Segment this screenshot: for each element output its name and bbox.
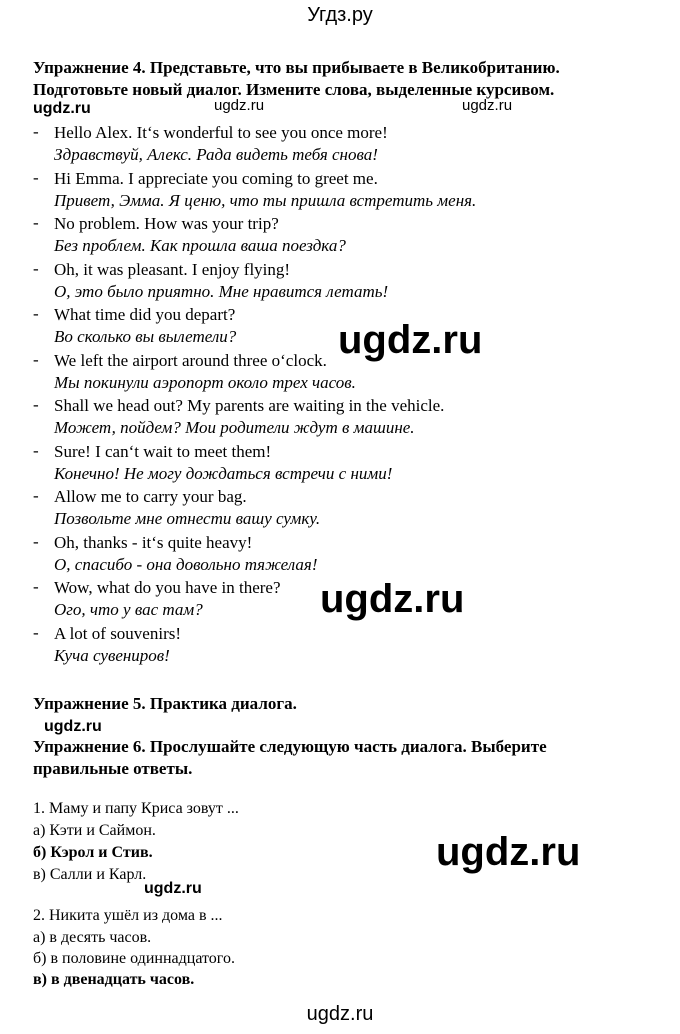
dash-marker: - [33,440,39,460]
dash-marker: - [33,304,39,323]
watermark: ugdz.ru [44,718,102,735]
dialog-russian-line: Может, пойдем? Мои родители ждут в машине. [54,418,415,437]
question-2: 2. Никита ушёл из дома в ... [33,907,223,924]
watermark: ugdz.ru [338,318,483,362]
dash-marker: - [33,122,39,141]
dialog-english-line: Oh, thanks - it‘s quite heavy! [54,532,253,552]
dialog-item [33,258,653,304]
dash-marker: - [33,486,39,505]
question-2-option-c-correct: в) в двенадцать часов. [33,971,195,988]
question-2-option-b: б) в половине одиннадцатого. [33,950,235,967]
dialog-english-line: No problem. How was your trip? [54,214,279,233]
dialog-russian-line: Куча сувениров! [54,645,170,665]
watermark: ugdz.ru [462,97,513,114]
question-1: 1. Маму и папу Криса зовут ... [33,800,239,817]
watermark-bottom: ugdz.ru [306,1003,374,1025]
watermark: ugdz.ru [320,577,465,621]
dialog-english-line: We left the airport around three o‘clock. [54,350,327,370]
dash-marker: - [33,167,39,187]
question-2-option-a: а) в десять часов. [33,929,152,946]
dialog-russian-line: Без проблем. Как прошла ваша поездка? [54,236,346,255]
question-1-option-c: в) Салли и Карл. [33,866,147,883]
dialog-english-line: Oh, it was pleasant. I enjoy flying! [54,259,291,279]
dialog-item [33,167,653,213]
dialog-english-line: Hi Emma. I appreciate you coming to greet me. [54,168,378,188]
dash-marker: - [33,622,39,642]
dialog-russian-line: О, спасибо - она довольно тяжелая! [54,554,318,574]
dialog-english-line: Wow, what do you have in there? [54,578,281,597]
dash-marker: - [33,531,39,551]
watermark: ugdz.ru [33,100,91,117]
exercise-4-heading-line-1: Упражнение 4. Представьте, что вы прибываете в Великобританию. [33,58,560,77]
dialog-item [33,121,653,167]
dialog-item [33,622,653,668]
dialog-english-line: A lot of souvenirs! [54,623,182,643]
dialog-english-line: Hello Alex. It‘s wonderful to see you once more! [54,123,388,142]
dialog-russian-line: Конечно! Не могу дождаться встречи с ними! [54,463,393,483]
watermark: ugdz.ru [214,97,265,114]
question-1-option-a: а) Кэти и Саймон. [33,822,156,839]
exercise-6-heading-line-1: Упражнение 6. Прослушайте следующую часть диалога. Выберите [33,737,547,756]
dialog-item [33,485,653,531]
exercise-5-heading: Упражнение 5. Практика диалога. [33,694,297,713]
dash-marker: - [33,395,39,414]
dialog-russian-line: Здравствуй, Алекс. Рада видеть тебя снова! [54,145,378,164]
watermark: ugdz.ru [144,880,202,897]
dialog-english-line: Sure! I can‘t wait to meet them! [54,441,272,461]
dash-marker: - [33,577,39,596]
dash-marker: - [33,258,39,278]
dialog-item [33,212,653,258]
dialog-russian-line: О, это было приятно. Мне нравится летать! [54,281,389,301]
site-title: Угдз.ру [307,4,373,26]
exercise-6-heading-line-2: правильные ответы. [33,759,193,778]
dash-marker: - [33,349,39,369]
dialog-russian-line: Привет, Эмма. Я ценю, что ты пришла встретить меня. [54,190,477,210]
question-1-option-b-correct: б) Кэрол и Стив. [33,844,153,861]
dialog-russian-line: Позвольте мне отнести вашу сумку. [54,509,321,528]
dialog-item [33,394,653,440]
dialog-russian-line: Во сколько вы вылетели? [54,327,237,346]
dialog-english-line: Shall we head out? My parents are waiting in the vehicle. [54,396,445,415]
dialog-item [33,531,653,577]
dialog-english-line: Allow me to carry your bag. [54,487,247,506]
watermark: ugdz.ru [436,830,581,874]
dialog-russian-line: Ого, что у вас там? [54,600,203,619]
dialog-russian-line: Мы покинули аэропорт около трех часов. [54,372,356,392]
exercise-4-heading-line-2: Подготовьте новый диалог. Измените слова, выделенные курсивом. [33,80,555,99]
dash-marker: - [33,213,39,232]
dialog-item [33,440,653,486]
dialog-english-line: What time did you depart? [54,305,236,324]
